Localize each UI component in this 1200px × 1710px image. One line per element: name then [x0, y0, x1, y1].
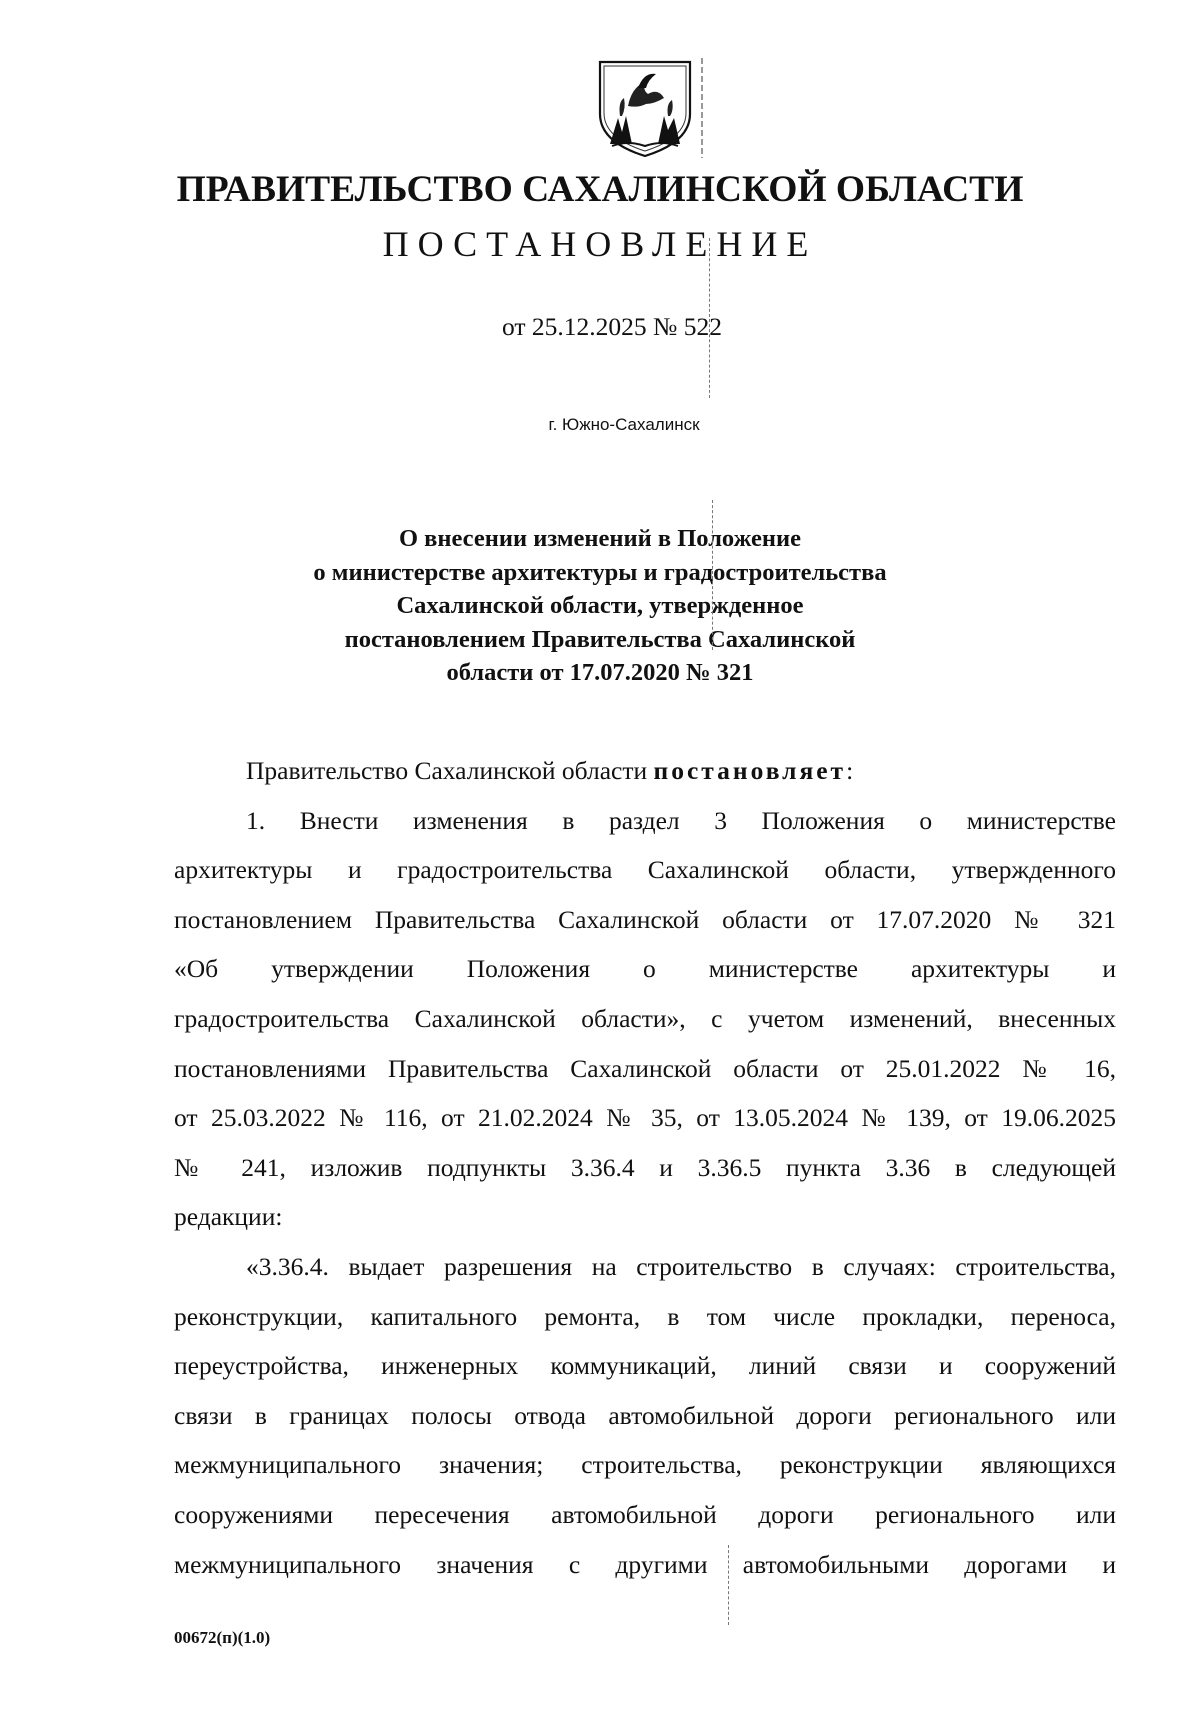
paragraph-line: связи в границах полосы отвода автомобильной дороги регионального или: [174, 1400, 1116, 1430]
paragraph-line: межмуниципального значения; строительства, реконструкции являющихся: [174, 1450, 1116, 1480]
paragraph-line: 1. Внести изменения в раздел 3 Положения о министерстве: [246, 805, 1116, 835]
preamble-prefix: Правительство Сахалинской области: [246, 756, 654, 785]
paragraph-line: постановлениями Правительства Сахалинской области от 25.01.2022 № 16,: [174, 1053, 1116, 1083]
subject-line: Сахалинской области, утвержденное: [396, 592, 804, 619]
paragraph-line: реконструкции, капитального ремонта, в том числе прокладки, переноса,: [174, 1301, 1116, 1331]
paragraph-line: редакции:: [174, 1202, 283, 1232]
paragraph-line: градостроительства Сахалинской области», с учетом изменений, внесенных: [174, 1003, 1116, 1033]
paragraph-line: № 241, изложив подпункты 3.36.4 и 3.36.5 пункта 3.36 в следующей: [174, 1152, 1116, 1182]
preamble-keyword: постановляет: [653, 756, 847, 785]
subject-line: О внесении изменений в Положение: [398, 525, 801, 552]
subject-line: о министерстве архитектуры и градостроительства: [313, 558, 887, 586]
subject-line: постановлением Правительства Сахалинской: [344, 625, 856, 653]
document-body: [174, 746, 1116, 1589]
scan-artifact: [728, 1545, 729, 1625]
paragraph-2: [174, 1242, 1116, 1589]
paragraph-line: переустройства, инженерных коммуникаций, линий связи и сооружений: [174, 1351, 1116, 1381]
paragraph-line: сооружениями пересечения автомобильной дороги регионального или: [174, 1499, 1116, 1529]
paragraph-line: «Об утверждении Положения о министерстве архитектуры и: [174, 954, 1116, 984]
paragraph-line: архитектуры и градостроительства Сахалинской области, утвержденного: [174, 855, 1116, 885]
document-subject: [0, 522, 1200, 690]
government-name: ПРАВИТЕЛЬСТВО САХАЛИНСКОЙ ОБЛАСТИ: [176, 169, 1024, 210]
scan-artifact: [712, 500, 713, 650]
document-date-number: от 25.12.2025 № 522: [501, 312, 722, 341]
preamble-suffix: :: [846, 756, 854, 785]
scan-artifact: [709, 238, 710, 398]
form-code: 00672(п)(1.0): [174, 1628, 271, 1647]
preamble: [174, 746, 1116, 796]
paragraph-1: [174, 796, 1116, 1242]
paragraph-line: межмуниципального значения с другими автомобильными дорогами и: [174, 1549, 1116, 1579]
subject-line: области от 17.07.2020 № 321: [446, 659, 754, 686]
sakhalin-coat-of-arms-icon: [598, 58, 706, 158]
paragraph-line: «3.36.4. выдает разрешения на строительство в случаях: строительства,: [246, 1251, 1116, 1281]
document-city: г. Южно-Сахалинск: [548, 415, 700, 434]
document-type-title: ПОСТАНОВЛЕНИЕ: [382, 224, 818, 264]
paragraph-line: от 25.03.2022 № 116, от 21.02.2024 № 35, от 13.05.2024 № 139, от 19.06.2025: [174, 1103, 1116, 1133]
paragraph-line: постановлением Правительства Сахалинской области от 17.07.2020 № 321: [174, 904, 1116, 934]
